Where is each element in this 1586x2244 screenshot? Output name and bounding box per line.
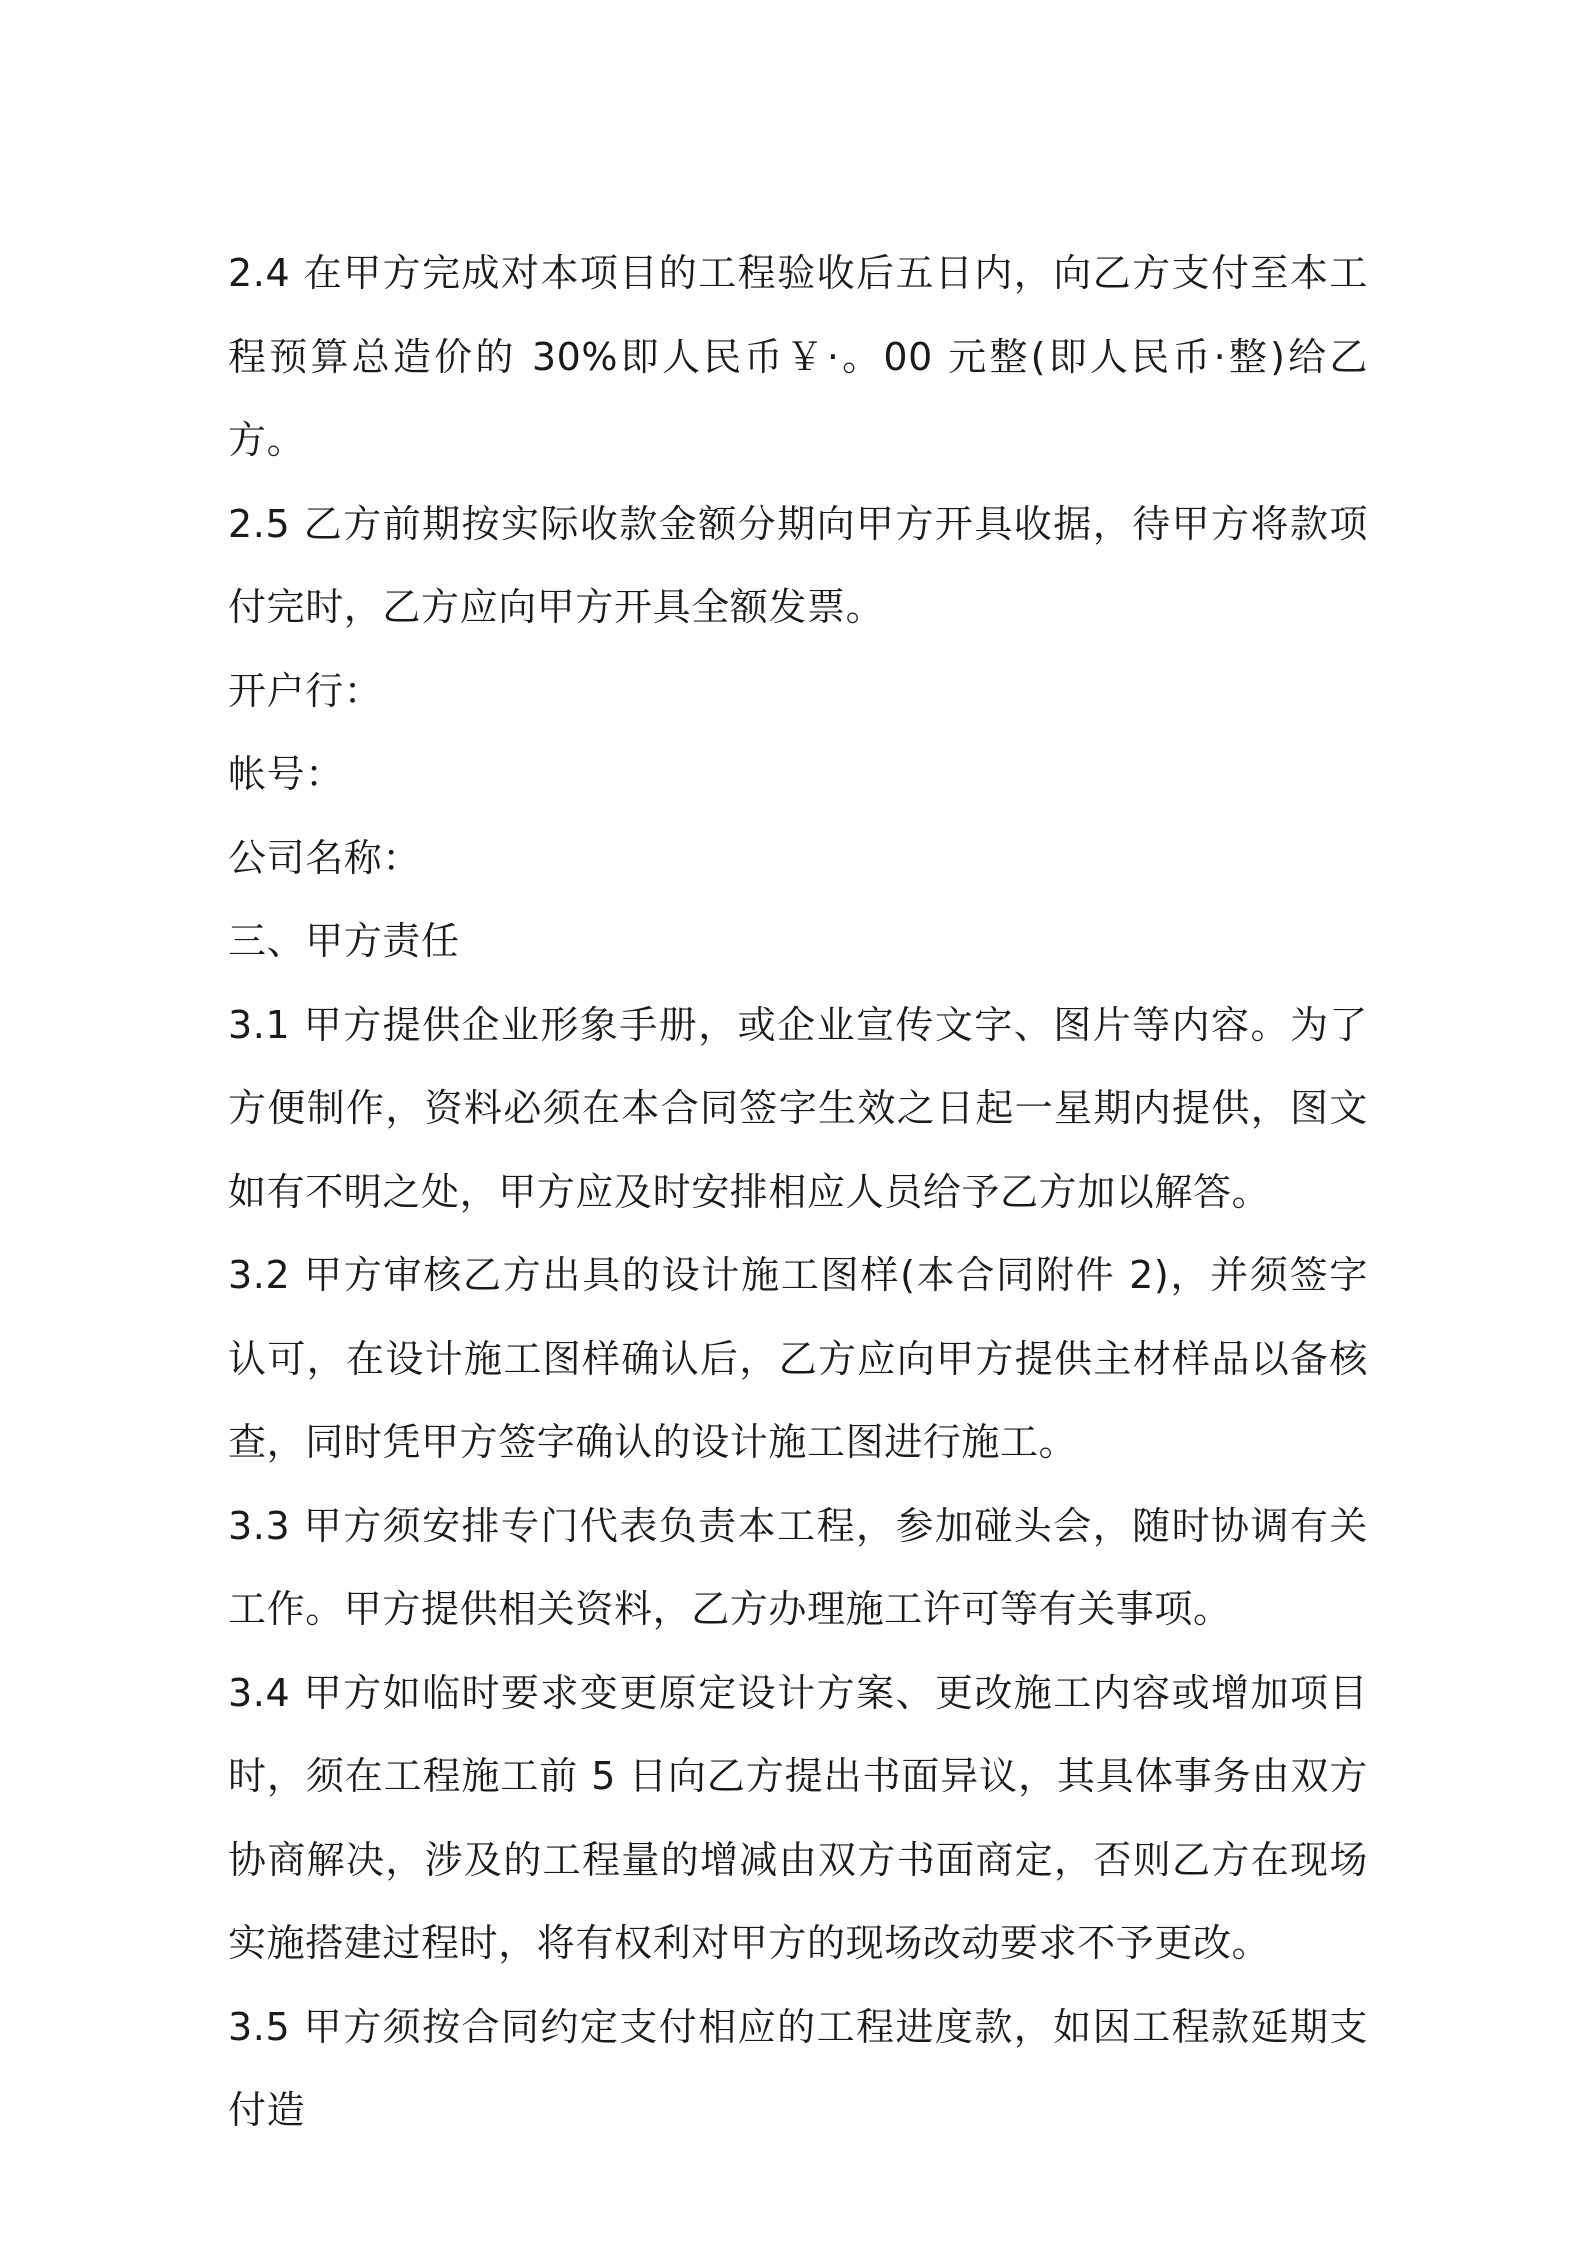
- clause-3-5: 3.5 甲方须按合同约定支付相应的工程进度款，如因工程款延期支付造: [228, 2004, 1368, 2132]
- section-heading-party-a-responsibility: 三、甲方责任: [228, 919, 460, 963]
- clause-3-2: 3.2 甲方审核乙方出具的设计施工图样(本合同附件 2)，并须签字认可，在设计施工图样确认后，乙方应向甲方提供主材样品以备核查，同时凭甲方签字确认的设计施工图进行施工。: [228, 1253, 1368, 1464]
- document-body: [228, 232, 1368, 2153]
- clause-2-5: 2.5 乙方前期按实际收款金额分期向甲方开具收据，待甲方将款项付完时，乙方应向甲方开具全额发票。: [228, 501, 1368, 629]
- clause-3-1: 3.1 甲方提供企业形象手册，或企业宣传文字、图片等内容。为了方便制作，资料必须在本合同签字生效之日起一星期内提供，图文如有不明之处，甲方应及时安排相应人员给予乙方加以解答。: [228, 1002, 1368, 1214]
- bank-field: 开户行：: [228, 668, 383, 713]
- clause-3-3: 3.3 甲方须安排专门代表负责本工程，参加碰头会，随时协调有关工作。甲方提供相关资料，乙方办理施工许可等有关事项。: [228, 1503, 1368, 1631]
- account-field: 帐号：: [228, 752, 344, 796]
- clause-3-4: 3.4 甲方如临时要求变更原定设计方案、更改施工内容或增加项目时，须在工程施工前 5 日向乙方提出书面异议，其具体事务由双方协商解决，涉及的工程量的增减由双方书面商定，否则乙方在现场实施搭建过程时，将有权利对甲方的现场改动要求不予更改。: [228, 1670, 1368, 1965]
- company-name-field: 公司名称：: [228, 835, 422, 880]
- clause-2-4: 2.4 在甲方完成对本项目的工程验收后五日内，向乙方支付至本工程预算总造价的 30%即人民币￥·。00 元整(即人民币·整)给乙方。: [228, 251, 1368, 462]
